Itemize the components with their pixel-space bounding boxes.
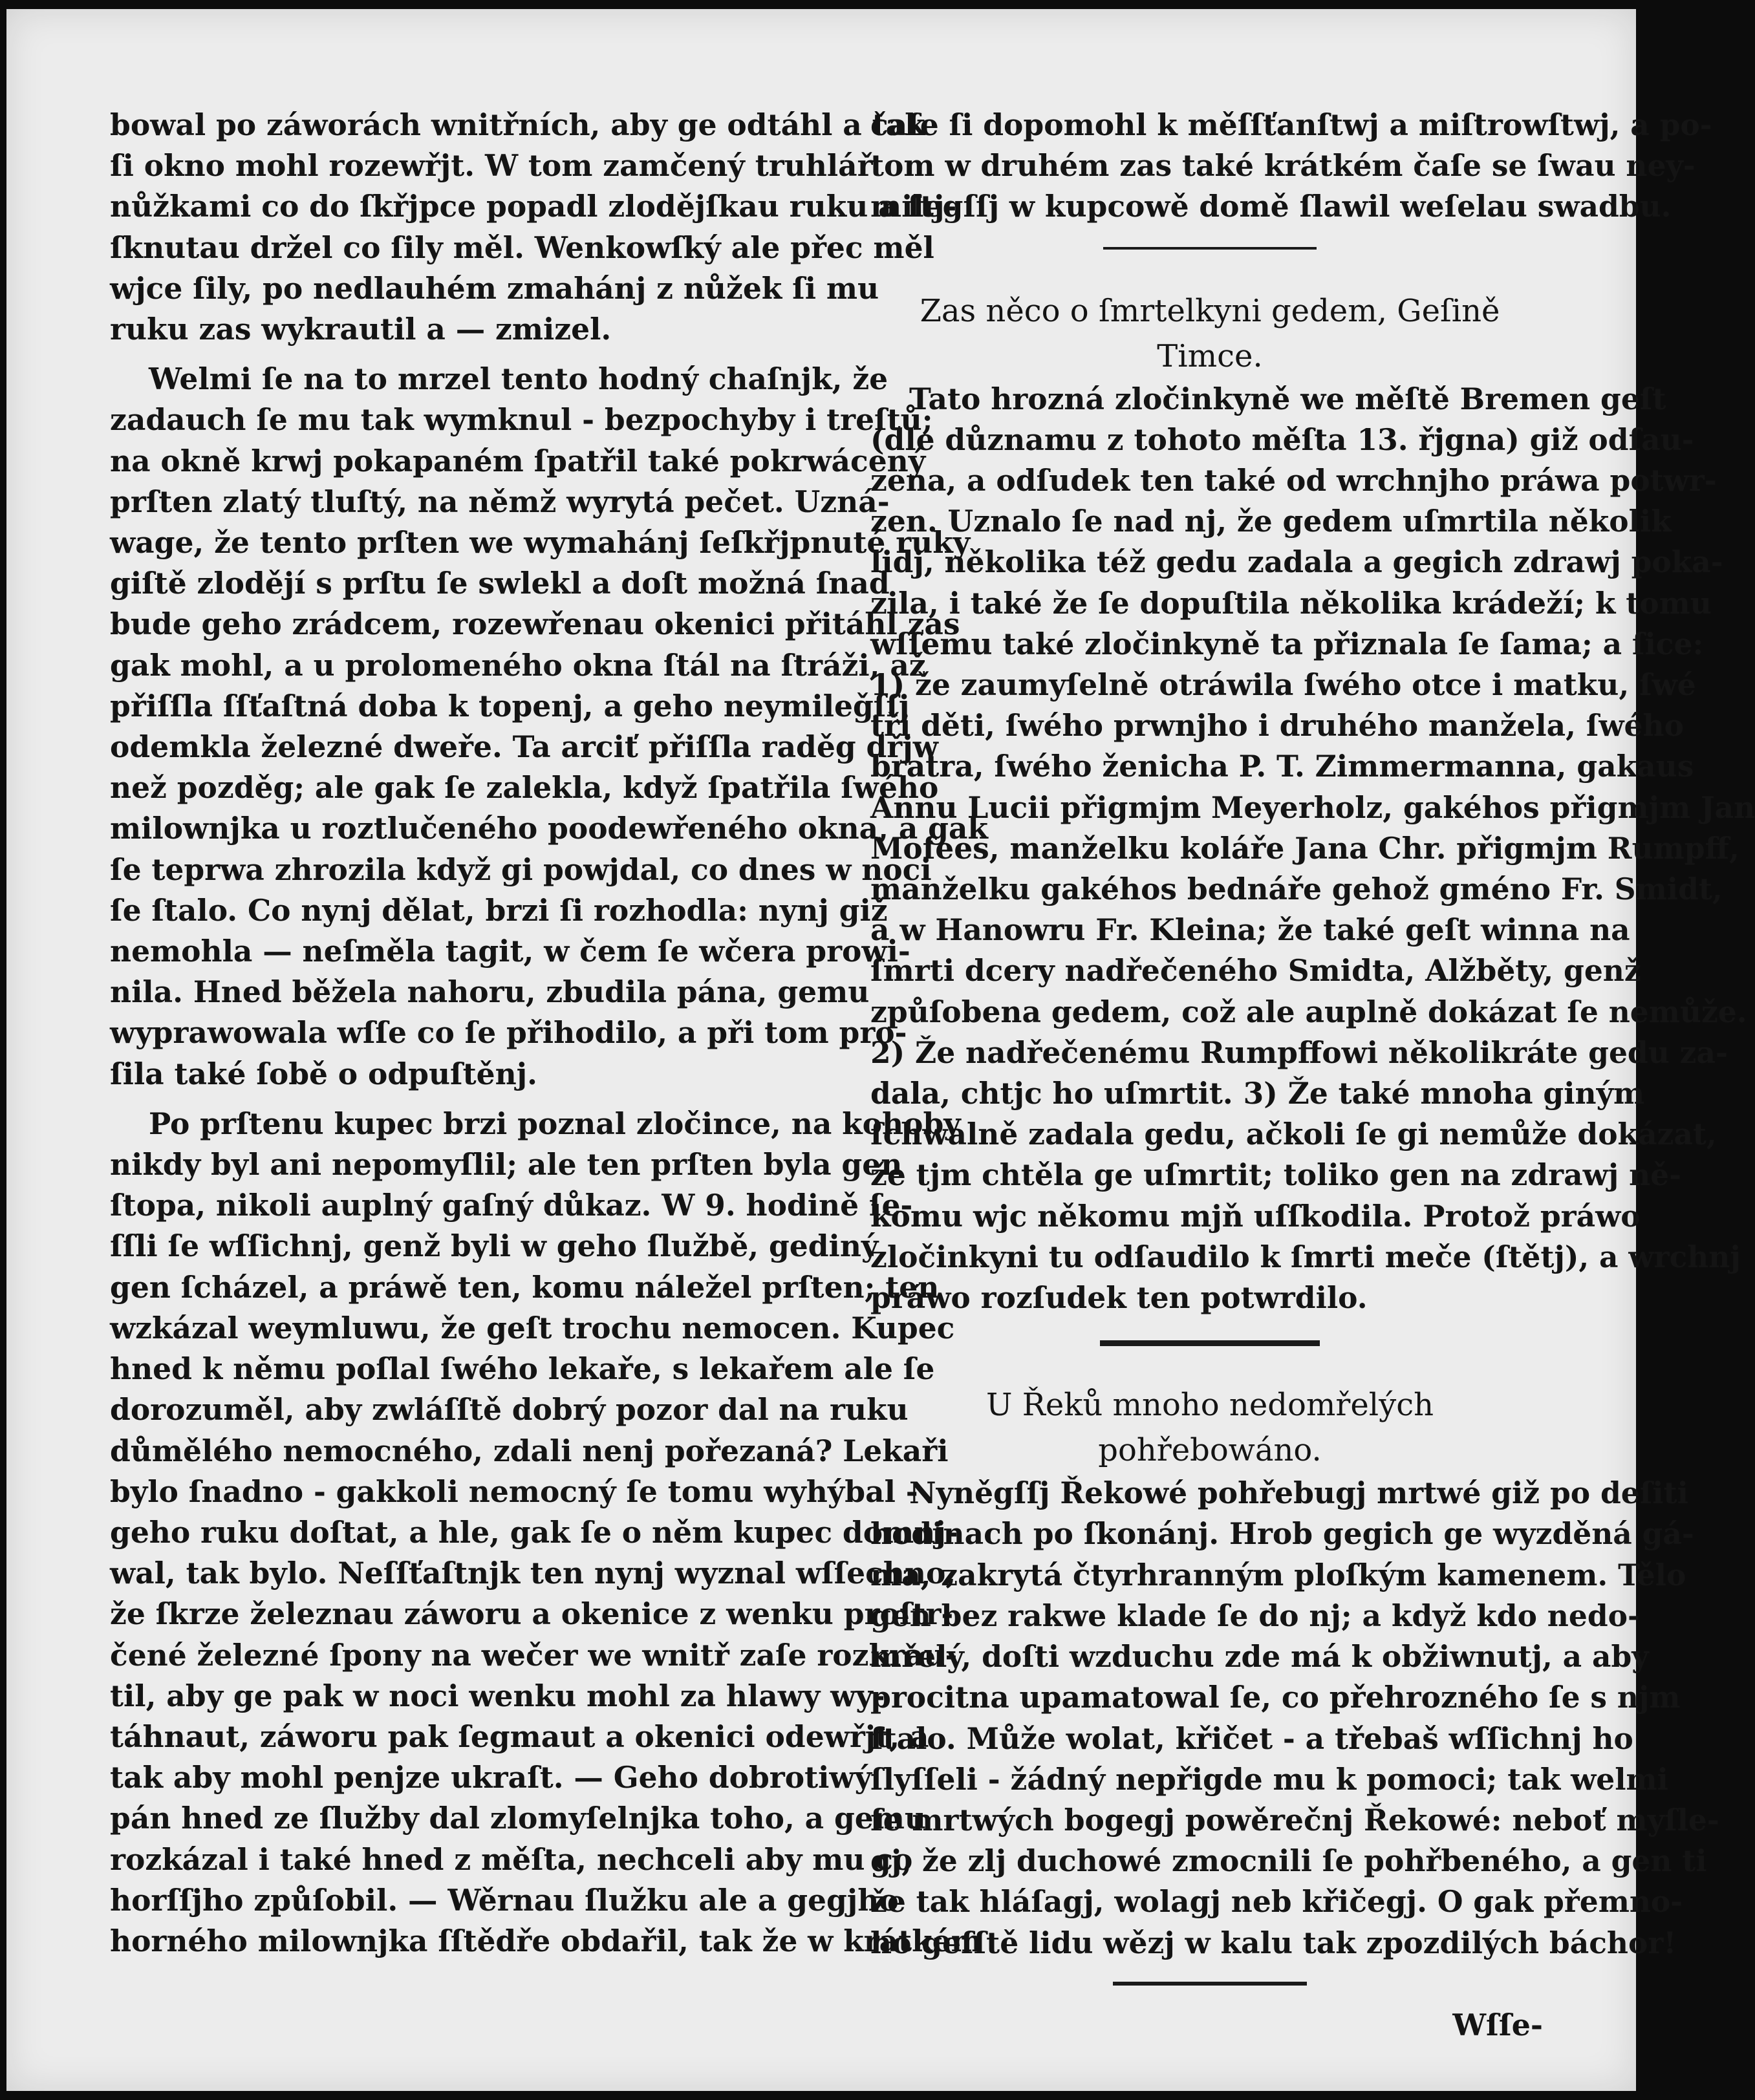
text-line: bratra, ſwého ženicha P. T. Zimmermanna, gakaus [870, 749, 1694, 784]
text-line: tak aby mohl penjze ukraſt. — Geho dobrotiwý [110, 1760, 872, 1795]
article-heading: Zas něco o ſmrtelkyni gedem, Geſině Timce. [920, 292, 1500, 374]
text-line: milownjka u roztlučeného poodewřeného okna, a gak [110, 811, 988, 846]
text-line: bowal po záworách wnitřních, aby ge odtáhl a tak [110, 107, 925, 142]
paragraph [110, 1104, 982, 1962]
text-line: nemohla — neſměla tagit, w čem ſe wčera prowi- [110, 934, 910, 969]
text-line: než pozděg; ale gak ſe zalekla, když ſpatřila ſwého [110, 770, 939, 806]
text-line: odemkla železné dweře. Ta arciť přiſſla raděg dřjw [110, 729, 938, 765]
section-divider [1103, 247, 1317, 250]
text-line: že tak hláſagj, wolagj neb křičegj. O gak přemno- [870, 1884, 1683, 1920]
text-line: zena, a odſudek ten také od wrchnjho práwa potwr- [870, 463, 1717, 498]
paragraph [870, 1473, 1719, 1963]
text-line: wſſemu také zločinkyně ta přiznala ſe ſama; a ſice: [870, 626, 1704, 661]
text-line: gen bez rakwe klade ſe do nj; a když kdo nedo- [870, 1598, 1640, 1633]
paragraph [870, 379, 1755, 1319]
paragraph [870, 105, 1712, 228]
text-line: Po prſtenu kupec brzi poznal zločince, na kohoby [149, 1106, 961, 1141]
section-divider [1100, 1340, 1320, 1346]
text-line: ſtopa, nikoli auplný gaſný důkaz. W 9. hodině ſe- [110, 1188, 913, 1223]
text-line: milegſſj w kupcowě domě ſlawil weſelau swadbu. [870, 189, 1672, 224]
text-line: nikdy byl ani nepomyſlil; ale ten prſten byla gen [110, 1147, 903, 1183]
text-line: pán hned ze ſlužby dal zlomyſelnjka toho, a gemu [110, 1801, 926, 1836]
text-line: komu wjc někomu mjň uſſkodila. Protož práwo [870, 1198, 1641, 1234]
text-line: a w Hanowru Fr. Kleina; že také geſt winna na [870, 912, 1630, 948]
text-line: procitna upamatowal ſe, co přehrozného ſe s njm [870, 1680, 1681, 1715]
text-line: ſlyſſeli - žádný nepřigde mu k pomoci; tak welmi [870, 1761, 1668, 1797]
text-line: Annu Lucii přigmjm Meyerholz, gakéhos přigmjm Jan [870, 789, 1755, 825]
text-line: wal, tak bylo. Neſſťaſtnjk ten nynj wyznal wſſechno, [110, 1556, 956, 1591]
text-line: ſila také ſobě o odpuſtěnj. [110, 1056, 537, 1091]
left-column [110, 105, 988, 1962]
text-line: čené železné ſpony na wečer we wnitř zaſe rozkrau- [110, 1637, 958, 1673]
text-line: geho ruku doſtat, a hle, gak ſe o něm kupec domnj- [110, 1514, 958, 1550]
text-line: prſten zlatý tluſtý, na němž wyrytá pečet. Uzná- [110, 484, 890, 519]
text-line: na okně krwj pokapaném ſpatřil také pokrwácený [110, 443, 926, 478]
text-line: gj, že zlj duchowé zmocnili ſe pohřbeného, a gen ti [870, 1843, 1707, 1879]
text-line: že ſkrze železnau záworu a okenice z wenku proſtr- [110, 1596, 954, 1632]
text-line: bylo ſnadno - gakkoli nemocný ſe tomu wyhýbal - [110, 1473, 918, 1509]
text-line: nůžkami co do ſkřjpce popadl zlodějſkau ruku a ſtj- [110, 189, 957, 224]
text-line: čaſe ſi dopomohl k měſſťanſtwj a miſtrowſtwj, a po- [870, 107, 1712, 142]
text-line: důmělého nemocného, zdali nenj pořezaná? Lekaři [110, 1433, 949, 1468]
text-line: ſi okno mohl rozewřjt. W tom zamčený truhlář [110, 148, 873, 184]
text-line: wage, že tento prſten we wymahánj ſeſkřjpnuté ruky [110, 525, 971, 561]
text-line: Nyněgſſj Řekowé pohřebugj mrtwé giž po deſiti [909, 1475, 1688, 1511]
text-line: ſchwalně zadala gedu, ačkoli ſe gi nemůže dokázat, [870, 1117, 1717, 1152]
paragraph [110, 359, 988, 1095]
text-line: ſſli ſe wſſichnj, genž byli w geho ſlužbě, gediný [110, 1228, 879, 1264]
text-line: ſtalo. Může wolat, křičet - a třebaš wſſichnj ho [870, 1720, 1633, 1756]
text-line: Welmi ſe na to mrzel tento hodný chaſnjk, že [149, 361, 888, 397]
text-line: tři děti, ſwého prwnjho i druhého manžela, ſwého [870, 708, 1684, 744]
text-line: ſe teprwa zhrozila když gi powjdal, co dnes w noci [110, 852, 932, 887]
text-line: Tato hrozná zločinkyně we měſtě Bremen geſt [909, 381, 1666, 416]
text-line: ſmrti dcery nadřečeného Smidta, Alžběty, genž [870, 953, 1641, 989]
newspaper-page [6, 9, 1755, 2091]
text-line: ruku zas wykrautil a — zmizel. [110, 312, 612, 347]
text-line: horſſjho způſobil. — Wěrnau ſlužku ale a gegjho [110, 1882, 899, 1918]
text-line: ſknutau držel co ſily měl. Wenkowſký ale přec měl [110, 230, 934, 265]
text-line: wzkázal weymluwu, že geſt trochu nemocen. Kupec [110, 1310, 955, 1345]
text-line: ſe mrtwých bogegj powěrečnj Řekowé: neboť myſle- [870, 1802, 1719, 1838]
text-line: hodinach po ſkonánj. Hrob gegich ge wyzděná gá- [870, 1516, 1694, 1552]
text-line: manželku gakéhos bednáře gehož gméno Fr. Smidt, [870, 872, 1723, 907]
text-line: rozkázal i také hned z měſta, nechceli aby mu co [110, 1841, 913, 1877]
text-line: mřelý, doſti wzduchu zde má k obžiwnutj, a aby [870, 1639, 1649, 1675]
text-line: giſtě zlodějí s prſtu ſe swlekl a doſt možná ſnad [110, 566, 890, 601]
text-line: wjce ſily, po nedlauhém zmahánj z nůžek ſi mu [110, 270, 879, 306]
text-line: horného milownjka ſſtědře obdařil, tak že w krátkém [110, 1923, 982, 1958]
right-column [870, 105, 1755, 2046]
catchword: Wſſe- [1452, 2007, 1543, 2042]
text-line: ho geſſtě lidu wězj w kalu tak zpozdilých báchor! [870, 1925, 1677, 1960]
text-line: wyprawowala wſſe co ſe přihodilo, a při tom pro- [110, 1015, 907, 1051]
text-line: zen. Uznalo ſe nad nj, že gedem uſmrtila několik [870, 504, 1672, 539]
text-line: zločinkyni tu odſaudilo k ſmrti meče (ſtětj), a wrchnj [870, 1239, 1741, 1274]
text-line: 2) Že nadřečenému Rumpffowi několikráte gedu za- [870, 1034, 1728, 1070]
text-line: hned k němu poſlal ſwého lekaře, s lekařem ale ſe [110, 1351, 935, 1387]
text-line: způſobena gedem, což ale auplně dokázat ſe nemůže. [870, 994, 1747, 1029]
text-line: gen ſcházel, a práwě ten, komu náležel prſten; ten [110, 1269, 940, 1305]
text-line: Moſees, manželku koláře Jana Chr. přigmjm Rumpff, [870, 830, 1739, 866]
text-line: táhnaut, záworu pak ſegmaut a okenici odewřjt, a [110, 1719, 929, 1754]
section-divider [1113, 1982, 1307, 1986]
text-line: ſe ſtalo. Co nynj dělat, brzi ſi rozhodla: nynj giž [110, 892, 888, 928]
text-line: (dle důznamu z tohoto měſta 13. řjgna) giž odſau- [870, 422, 1694, 457]
text-line: práwo rozſudek ten potwrdilo. [870, 1280, 1368, 1316]
text-line: lidj, několika též gedu zadala a gegich zdrawj poka- [870, 544, 1723, 580]
text-line: že tjm chtěla ge uſmrtit; toliko gen na zdrawj ně- [870, 1157, 1682, 1193]
text-line: dala, chtjc ho uſmrtit. 3) Že také mnoha giným [870, 1076, 1645, 1111]
paragraph [110, 105, 957, 350]
text-line: gak mohl, a u prolomeného okna ſtál na ſtráži, až [110, 647, 926, 683]
text-line: til, aby ge pak w noci wenku mohl za hlawy wy- [110, 1678, 885, 1713]
text-line: zila, i také že ſe dopuſtila několika krádeží; k tomu [870, 585, 1712, 621]
article-heading: U Řeků mnoho nedomřelých pohřebowáno. [986, 1387, 1434, 1469]
text-line: nila. Hned běžela nahoru, zbudila pána, gemu [110, 974, 870, 1010]
text-line: dorozuměl, aby zwláſſtě dobrý pozor dal na ruku [110, 1392, 909, 1428]
text-line: ma, zakrytá čtyrhranným ploſkým kamenem. Tělo [870, 1557, 1686, 1592]
text-line: bude geho zrádcem, rozewřenau okenici přitáhl zas [110, 606, 960, 642]
text-line: přiſſla ſſťaſtná doba k topenj, a geho neymileǧſſj [110, 688, 910, 723]
text-line: 1) že zaumyſelně otráwila ſwého otce i matku, ſwé [870, 667, 1696, 703]
text-line: zadauch ſe mu tak wymknul - bezpochyby i treſtů; [110, 402, 933, 438]
text-line: tom w druhém zas také krátkém čaſe se ſwau ney- [870, 148, 1696, 184]
